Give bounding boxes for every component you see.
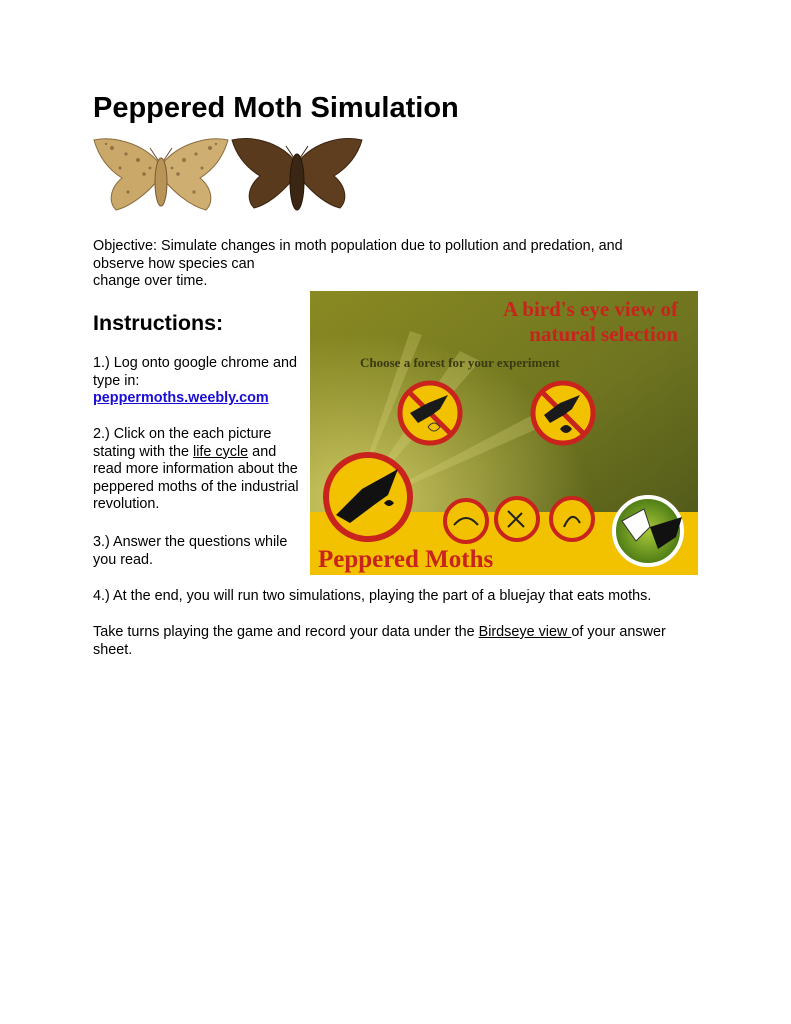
closing-text-before: Take turns playing the game and record your data under the: [93, 624, 479, 640]
life-cycle-icons: [445, 498, 593, 542]
closing-paragraph: [93, 624, 693, 659]
game-headline-line-1: A bird's eye view of: [503, 297, 678, 321]
light-moth-image: [94, 139, 228, 210]
peppermoths-link[interactable]: peppermoths.weebly.com: [93, 390, 269, 406]
page-title: Peppered Moth Simulation: [93, 92, 459, 124]
step-1: [93, 355, 298, 408]
game-subheading: Choose a forest for your experiment: [360, 355, 560, 370]
game-headline-line-2: natural selection: [529, 322, 678, 346]
objective-line-2: observe how species can: [93, 255, 255, 272]
step-1-text: 1.) Log onto google chrome and type in:: [93, 355, 298, 389]
step-3: 3.) Answer the questions while you read.: [93, 534, 288, 568]
objective-line-1: Objective: Simulate changes in moth population due to pollution and predation, and: [93, 238, 623, 254]
moth-button: [614, 497, 682, 565]
step-2: [93, 426, 303, 514]
forest-option-light: [400, 383, 460, 443]
closing-text-after: of your answer sheet.: [93, 624, 666, 658]
step-2-text-after: and read more information about the peppered moths of the industrial revolution.: [93, 443, 299, 512]
birdseye-view-underlined: Birdseye view: [478, 624, 572, 640]
objective-paragraph: [93, 238, 693, 291]
objective-line-3: change over time.: [93, 273, 208, 289]
step-2-text-before: 2.) Click on the each picture stating with the: [93, 426, 272, 460]
moth-photos: [92, 134, 364, 216]
forest-option-dark: [533, 383, 593, 443]
dark-moth-image: [232, 139, 362, 210]
life-cycle-underlined: life cycle: [193, 443, 249, 460]
game-footer-title: Peppered Moths: [318, 546, 494, 573]
big-bird-sign: [326, 455, 410, 539]
instructions-heading: Instructions:: [93, 311, 224, 335]
birds-eye-view-game-image: [310, 291, 698, 575]
step-4: 4.) At the end, you will run two simulations, playing the part of a bluejay that eats moths.: [93, 588, 652, 604]
